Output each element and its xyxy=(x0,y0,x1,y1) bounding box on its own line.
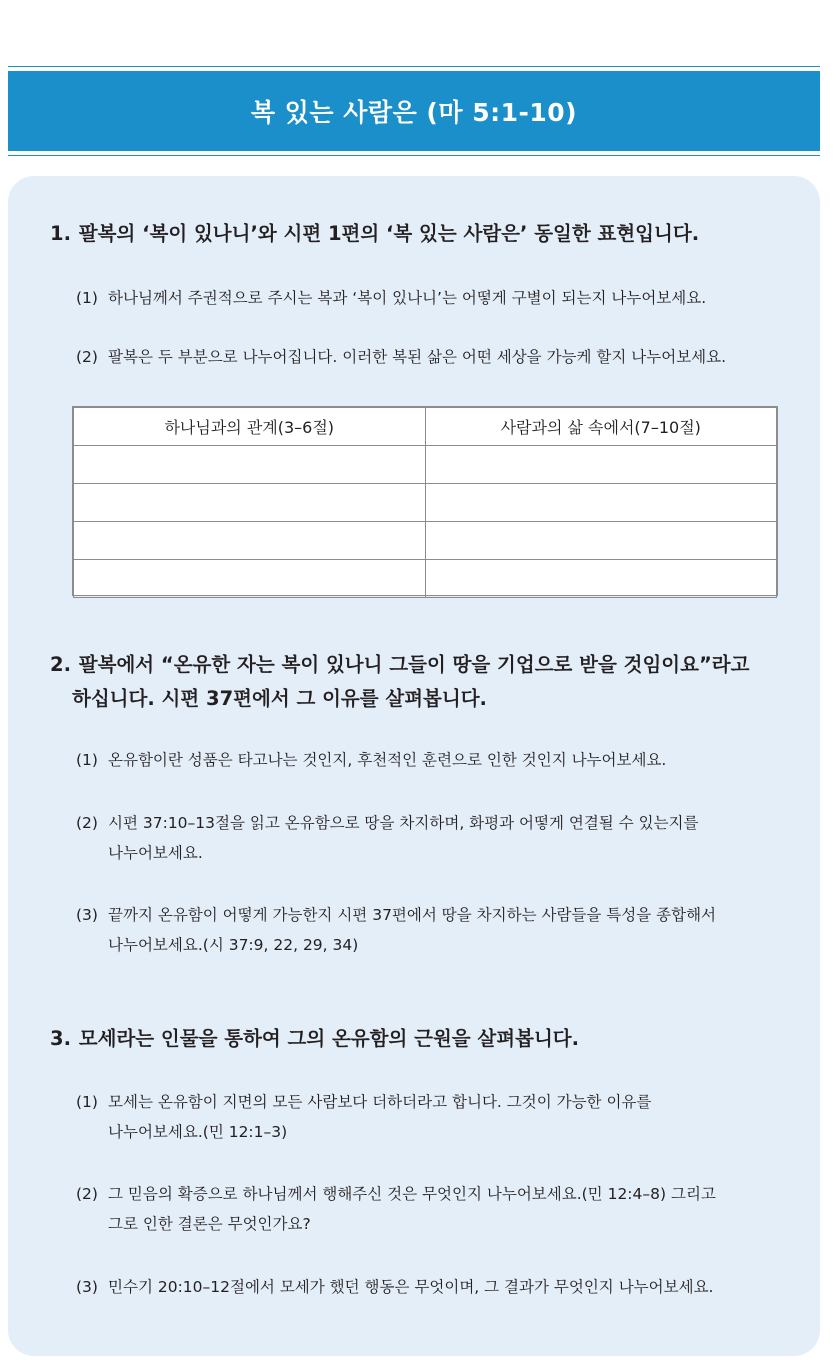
question-1-title: 팔복의 ‘복이 있나니’와 시편 1편의 ‘복 있는 사람은’ 동일한 표현입니다. xyxy=(78,222,700,245)
sub-text xyxy=(108,1087,796,1147)
question-1-number: 1. xyxy=(50,222,71,245)
question-3-sub-2 xyxy=(76,1179,796,1241)
question-2-sub-1 xyxy=(76,745,796,775)
sub-text-line2: 그로 인한 결론은 무엇인가요? xyxy=(108,1215,311,1233)
question-3-sub-3 xyxy=(76,1272,796,1302)
table-cell[interactable] xyxy=(425,560,777,598)
table-row xyxy=(74,522,777,560)
sub-text-line2: 나누어보세요.(민 12:1–3) xyxy=(108,1123,288,1141)
sub-number: (2) xyxy=(76,348,98,366)
question-2-sub-2 xyxy=(76,808,796,870)
sub-number: (3) xyxy=(76,1278,98,1296)
sub-text-line1: 시편 37:10–13절을 읽고 온유함으로 땅을 차지하며, 화평과 어떻게 연결될 수 있는지를 xyxy=(108,814,699,832)
sub-text: 팔복은 두 부분으로 나누어집니다. 이러한 복된 삶은 어떤 세상을 가능케 할지 나누어보세요. xyxy=(108,348,727,366)
table-cell[interactable] xyxy=(425,446,777,484)
sub-text-line2: 나누어보세요. xyxy=(108,844,203,862)
question-2-number: 2. xyxy=(50,653,71,676)
table-header-col1: 하나님과의 관계(3–6절) xyxy=(74,408,426,446)
question-1-sub-1 xyxy=(76,283,796,313)
sub-text: 온유함이란 성품은 타고나는 것인지, 후천적인 훈련으로 인한 것인지 나누어보세요. xyxy=(108,751,667,769)
sub-number: (1) xyxy=(76,1093,98,1111)
question-3 xyxy=(50,1022,579,1056)
table-row xyxy=(74,484,777,522)
question-3-number: 3. xyxy=(50,1027,71,1050)
sub-number: (3) xyxy=(76,906,98,924)
question-2 xyxy=(50,648,810,716)
table-cell[interactable] xyxy=(425,484,777,522)
question-1 xyxy=(50,217,699,251)
table-cell[interactable] xyxy=(74,484,426,522)
table-cell[interactable] xyxy=(74,446,426,484)
page-title: 복 있는 사람은 (마 5:1-10) xyxy=(250,98,578,127)
header-bar xyxy=(8,71,820,151)
question-3-title: 모세라는 인물을 통하여 그의 온유함의 근원을 살펴봅니다. xyxy=(78,1027,580,1050)
sub-number: (2) xyxy=(76,814,98,832)
sub-text-line2: 나누어보세요.(시 37:9, 22, 29, 34) xyxy=(108,936,359,954)
sub-text xyxy=(108,900,796,960)
table-cell[interactable] xyxy=(74,560,426,598)
question-2-title-line1: 팔복에서 “온유한 자는 복이 있나니 그들이 땅을 기업으로 받을 것임이요”라고 xyxy=(78,653,750,676)
sub-number: (1) xyxy=(76,289,98,307)
sub-text-line1: 끝까지 온유함이 어떻게 가능한지 시편 37편에서 땅을 차지하는 사람들을 특성을 종합해서 xyxy=(108,906,717,924)
sub-number: (1) xyxy=(76,751,98,769)
answer-table xyxy=(72,406,778,596)
sub-number: (2) xyxy=(76,1185,98,1203)
table-header-col2: 사람과의 삶 속에서(7–10절) xyxy=(425,408,777,446)
header-band xyxy=(8,66,820,156)
sub-text-line1: 그 믿음의 확증으로 하나님께서 행해주신 것은 무엇인지 나누어보세요.(민 12:4–8) 그리고 xyxy=(108,1185,716,1203)
sub-text xyxy=(108,1179,796,1239)
table-cell[interactable] xyxy=(74,522,426,560)
sub-text xyxy=(108,808,796,868)
table-row xyxy=(74,446,777,484)
sub-text: 민수기 20:10–12절에서 모세가 했던 행동은 무엇이며, 그 결과가 무엇인지 나누어보세요. xyxy=(108,1278,714,1296)
question-2-sub-3 xyxy=(76,900,796,962)
table-row xyxy=(74,560,777,598)
question-1-sub-2 xyxy=(76,342,796,372)
question-3-sub-1 xyxy=(76,1087,796,1149)
table-cell[interactable] xyxy=(425,522,777,560)
question-2-title-line2: 하십니다. 시편 37편에서 그 이유를 살펴봅니다. xyxy=(72,687,487,710)
sub-text: 하나님께서 주권적으로 주시는 복과 ‘복이 있나니’는 어떻게 구별이 되는지 나누어보세요. xyxy=(108,289,707,307)
sub-text-line1: 모세는 온유함이 지면의 모든 사람보다 더하더라고 합니다. 그것이 가능한 이유를 xyxy=(108,1093,652,1111)
